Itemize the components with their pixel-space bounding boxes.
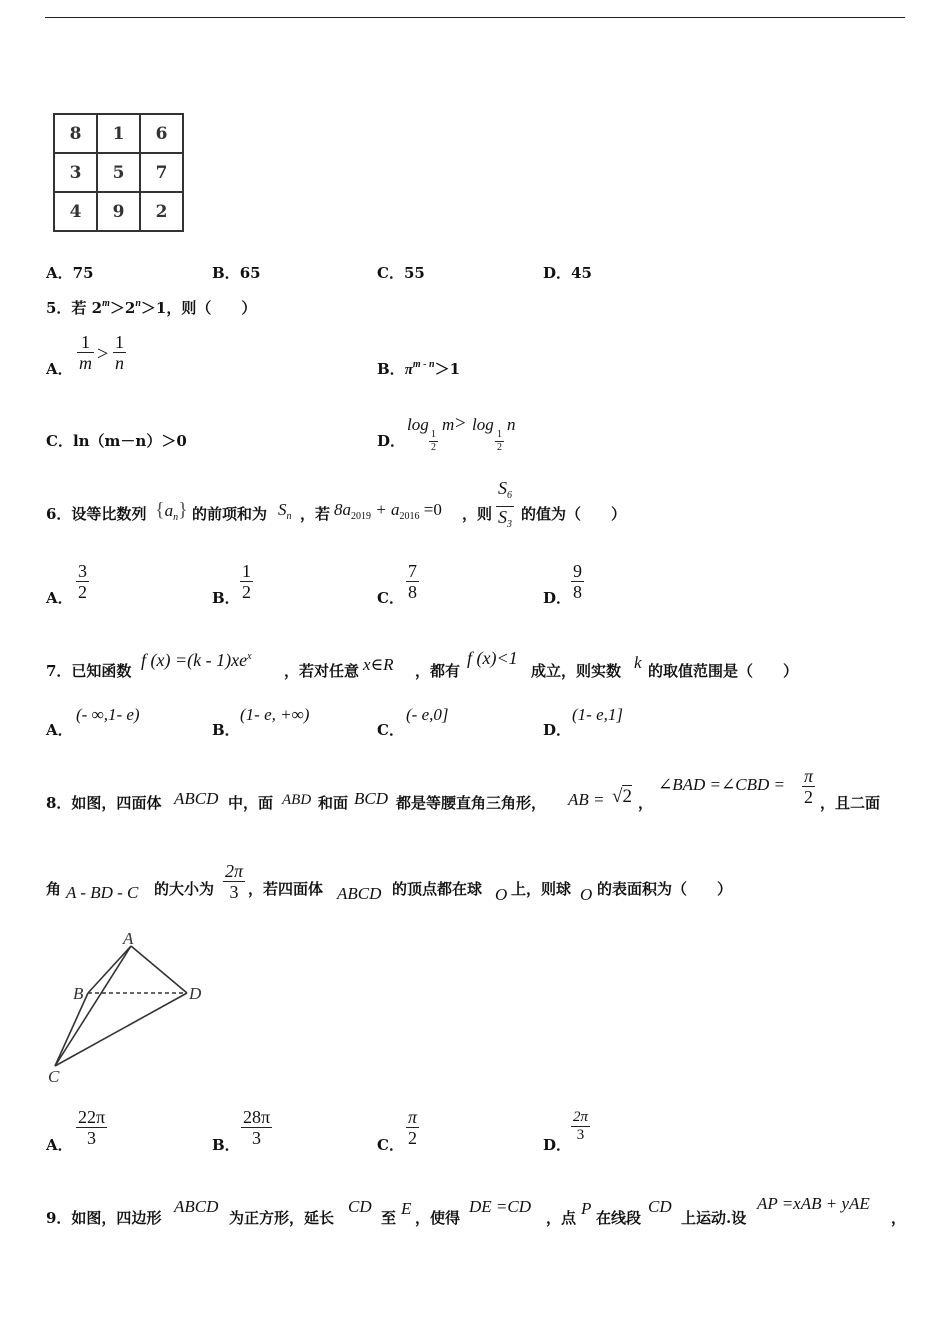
q9-stem-p2: 为正方形，延长 [229, 1209, 335, 1227]
q7-option-d-letter: D． [543, 721, 572, 739]
q5-option-c: C．ln（m－n）＞0 [46, 432, 187, 450]
vertex-label-a: A [123, 929, 134, 948]
q7-option-b-value: (1- e, +∞) [240, 705, 310, 724]
q6-option-a-frac: 3 2 [78, 561, 87, 602]
q5-option-d-log2: log [472, 415, 494, 434]
q7-stem-p3: ，都有 [415, 662, 461, 680]
q6-stem-p3: ，若 [300, 505, 331, 523]
q7-option-c-letter: C． [377, 721, 404, 739]
q6-sequence: $\{a_n\}$ [155, 499, 188, 523]
q7-stem-p1: 7．已知函数 [46, 662, 132, 680]
q6-stem-p5: 的值为（ ） [521, 505, 627, 523]
q8-stem-p2: 中，面 [228, 794, 274, 812]
q8-line2-p1: 角 [46, 880, 62, 898]
q8-line2-p5: 上，则球 [511, 880, 572, 898]
grid-cell: 5 [97, 153, 140, 192]
vertex-label-c: C [48, 1067, 60, 1086]
q8-bcd: BCD [354, 789, 388, 808]
grid-cell: 7 [140, 153, 183, 192]
q8-pi-over-2: π 2 [804, 766, 814, 807]
q8-option-c-letter: C． [377, 1136, 404, 1154]
q5-option-a-frac2: 1 n [115, 332, 124, 373]
q6-option-a-letter: A． [46, 589, 73, 607]
q8-line2-p3: ，若四面体 [248, 880, 324, 898]
q7-option-a-letter: A． [46, 721, 73, 739]
q9-de-eq: DE =CD [469, 1197, 531, 1216]
vertex-label-d: D [189, 984, 202, 1003]
q9-cd2: CD [648, 1197, 672, 1216]
q6-option-b-frac: 1 2 [242, 561, 251, 602]
grid-cell: 9 [97, 192, 140, 231]
grid-cell: 8 [54, 114, 97, 153]
q8-sphere-o2: O [580, 885, 593, 904]
q8-two-pi-over-3: 2π 3 [225, 861, 244, 902]
q7-option-d-value: (1- e,1] [572, 705, 623, 724]
q4-option-a: A．75 [46, 264, 94, 282]
q7-function: f $(x) =(k - 1)xe^x$ [141, 650, 252, 670]
q9-stem-p5: ，点 [546, 1209, 577, 1227]
q6-stem-p2: 的前项和为 [192, 505, 268, 523]
q9-e: E [401, 1199, 412, 1218]
q9-stem-p3: 至 [381, 1209, 397, 1227]
q7-condition: x∈R [363, 655, 394, 674]
q6-option-d-frac: 9 8 [573, 561, 582, 602]
q6-option-c-letter: C． [377, 589, 404, 607]
q9-stem-p7: 上运动.设 [681, 1209, 747, 1227]
q9-abcd: ABCD [174, 1197, 219, 1216]
q8-abd: ABD [282, 792, 312, 808]
q9-stem-p4: ，使得 [415, 1209, 461, 1227]
q8-stem-p3: 和面 [318, 794, 349, 812]
q8-line2-p6: 的表面积为（ ） [597, 880, 733, 898]
q6-stem-p4: ，则 [462, 505, 493, 523]
q8-abcd: ABCD [174, 789, 219, 808]
q8-option-a-frac: 22π 3 [78, 1107, 106, 1148]
q7-option-a-value: (- ∞,1- e) [76, 705, 140, 724]
q7-option-b-letter: B． [212, 721, 240, 739]
q7-k: k [634, 653, 642, 672]
q6-ratio-fraction: $S_6$ $S_3$ [498, 478, 512, 530]
q4-option-b: B．65 [212, 264, 261, 282]
q8-abcd2: ABCD [337, 884, 382, 903]
q6-equation: $8a_{2019} + a_{2016} =0$ [334, 500, 442, 522]
q8-ab-eq: AB = [568, 790, 605, 809]
q8-option-d-letter: D． [543, 1136, 572, 1154]
q6-option-b-letter: B． [212, 589, 240, 607]
q5-option-a-letter: A． [46, 360, 73, 378]
grid-cell: 6 [140, 114, 183, 153]
q8-stem-p4: 都是等腰直角三角形， [396, 794, 547, 812]
q5-option-d-gt: > [455, 413, 466, 434]
q5-option-b: B．$\pi^{m - n}>1$ [377, 359, 460, 378]
q8-stem-p5: ， [638, 794, 654, 812]
q5-option-d-n: n [507, 415, 516, 434]
q6-option-c-frac: 7 8 [408, 561, 417, 602]
q8-line2-p4: 的顶点都在球 [392, 880, 483, 898]
vertex-label-b: B [73, 984, 84, 1003]
q5-option-d-base1: 1 2 [431, 429, 436, 453]
q8-option-c-frac: π 2 [408, 1107, 418, 1148]
tetrahedron-figure [45, 928, 215, 1088]
q4-option-c: C．55 [377, 264, 425, 282]
q8-stem-p1: 8．如图，四面体 [46, 794, 162, 812]
q7-option-c-value: (- e,0] [406, 705, 449, 724]
q8-line2-p2: 的大小为 [154, 880, 215, 898]
q7-stem-p5: 的取值范围是（ ） [648, 662, 799, 680]
q7-stem-p2: ，若对任意 [284, 662, 360, 680]
q6-sum-symbol: $S_n$ [278, 500, 292, 522]
header-rule [45, 17, 905, 18]
q8-option-d-frac: 2π 3 [573, 1109, 589, 1143]
q5-option-d-letter: D． [377, 432, 406, 450]
q6-option-d-letter: D． [543, 589, 572, 607]
q5-option-a-frac1: 1 m [79, 332, 92, 373]
q5-option-d-log1: log [407, 415, 429, 434]
q7-stem-p4: 成立，则实数 [531, 662, 622, 680]
q8-sphere-o1: O [495, 885, 508, 904]
q8-option-b-letter: B． [212, 1136, 240, 1154]
q8-option-a-letter: A． [46, 1136, 73, 1154]
q5-stem: 5．若 $2^m>2^n>1$，则（ ） [46, 298, 257, 317]
q8-dihedral: A - BD - C [66, 883, 139, 902]
q9-stem-p6: 在线段 [596, 1209, 642, 1227]
q5-option-d-base2: 1 2 [497, 429, 502, 453]
magic-square-figure [53, 113, 184, 232]
grid-cell: 3 [54, 153, 97, 192]
q9-cd: CD [348, 1197, 372, 1216]
grid-cell: 4 [54, 192, 97, 231]
q8-sqrt2: √2 [612, 786, 632, 807]
q8-angle-eq: ∠BAD =∠CBD = [658, 775, 785, 794]
q6-stem-p1: 6．设等比数列 [46, 505, 147, 523]
q9-stem-p8: ， [891, 1209, 907, 1227]
q7-inequality: f (x)<1 [467, 648, 518, 668]
q8-option-b-frac: 28π 3 [243, 1107, 271, 1148]
grid-cell: 1 [97, 114, 140, 153]
q5-option-d-m: m [442, 415, 455, 434]
q9-ap-eq: AP =xAB + yAE [757, 1194, 870, 1213]
q4-option-d: D．45 [543, 264, 592, 282]
q5-option-a-gt: > [97, 343, 109, 365]
q8-stem-p6: ，且二面 [820, 794, 881, 812]
q9-p: P [581, 1199, 592, 1218]
q9-stem-p1: 9．如图，四边形 [46, 1209, 162, 1227]
grid-cell: 2 [140, 192, 183, 231]
